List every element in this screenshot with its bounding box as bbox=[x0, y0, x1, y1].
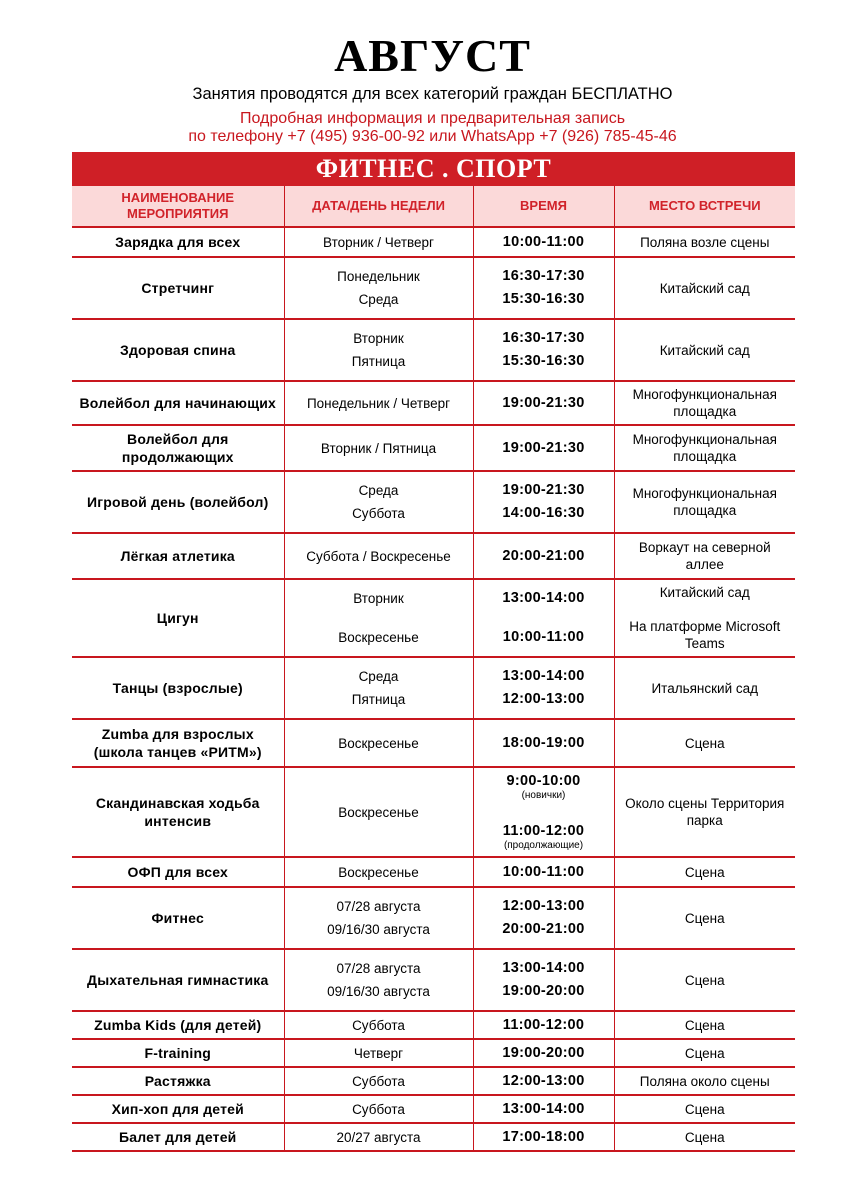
time-value: 19:00-20:00 bbox=[502, 983, 585, 999]
time-slot bbox=[478, 921, 610, 938]
meeting-place: Сцена bbox=[614, 949, 795, 1011]
time-value: 19:00-21:30 bbox=[502, 482, 585, 498]
place-value: Китайский сад bbox=[659, 585, 750, 600]
table-row bbox=[72, 857, 795, 887]
time-slot bbox=[478, 353, 610, 370]
meeting-place: Поляна возле сцены bbox=[614, 227, 795, 257]
place-value: На платформе Microsoft Teams bbox=[629, 619, 781, 651]
activity-days bbox=[284, 471, 473, 533]
time-slot bbox=[478, 330, 610, 347]
table-row bbox=[72, 657, 795, 719]
activity-time: 10:00-11:00 bbox=[473, 227, 614, 257]
activity-days: Суббота bbox=[284, 1067, 473, 1095]
activity-name: Зарядка для всех bbox=[72, 227, 284, 257]
table-row bbox=[72, 949, 795, 1011]
table-row bbox=[72, 1123, 795, 1151]
time-value: 12:00-13:00 bbox=[502, 691, 585, 707]
table-row bbox=[72, 319, 795, 381]
time-slot bbox=[478, 960, 610, 977]
activity-name: Zumba Kids (для детей) bbox=[72, 1011, 284, 1039]
meeting-place: Китайский сад bbox=[614, 319, 795, 381]
meeting-place: Около сцены Территория парка bbox=[614, 767, 795, 857]
schedule-table bbox=[72, 186, 795, 1152]
time-value: 11:00-12:00 bbox=[502, 823, 585, 839]
activity-time: 10:00-11:00 bbox=[473, 857, 614, 887]
table-row bbox=[72, 767, 795, 857]
page-title: АВГУСТ bbox=[334, 30, 531, 81]
activity-name: Хип-хоп для детей bbox=[72, 1095, 284, 1123]
header-time: ВРЕМЯ bbox=[473, 186, 614, 227]
table-row bbox=[72, 425, 795, 471]
day-value: Вторник bbox=[353, 331, 404, 346]
table-row bbox=[72, 533, 795, 579]
meeting-place: Многофункциональная площадка bbox=[614, 471, 795, 533]
table-row bbox=[72, 257, 795, 319]
table-row bbox=[72, 1011, 795, 1039]
contact-info-phones: по телефону +7 (495) 936-00-92 или WhatsApp +7 (926) 785-45-46 bbox=[188, 128, 677, 145]
day-value: 07/28 августа bbox=[336, 961, 421, 976]
activity-name: Игровой день (волейбол) bbox=[72, 471, 284, 533]
activity-days bbox=[284, 257, 473, 319]
meeting-place: Сцена bbox=[614, 1011, 795, 1039]
activity-time: 19:00-21:30 bbox=[473, 425, 614, 471]
activity-name: Фитнес bbox=[72, 887, 284, 949]
day-value: Среда bbox=[358, 483, 399, 498]
activity-days bbox=[284, 949, 473, 1011]
day-value: Суббота bbox=[352, 506, 405, 521]
contact-info-line: Подробная информация и предварительная запись bbox=[239, 110, 626, 127]
activity-days: Вторник / Четверг bbox=[284, 227, 473, 257]
meeting-place: Китайский сад bbox=[614, 257, 795, 319]
activity-days: Воскресенье bbox=[284, 857, 473, 887]
meeting-place: Сцена bbox=[614, 1095, 795, 1123]
header-place: МЕСТО ВСТРЕЧИ bbox=[614, 186, 795, 227]
time-slot bbox=[478, 668, 610, 685]
time-value: 16:30-17:30 bbox=[502, 268, 585, 284]
meeting-place: Сцена bbox=[614, 1123, 795, 1151]
header-date: ДАТА/ДЕНЬ НЕДЕЛИ bbox=[284, 186, 473, 227]
table-row bbox=[72, 887, 795, 949]
table-row bbox=[72, 579, 795, 657]
meeting-place: Многофункциональная площадка bbox=[614, 425, 795, 471]
time-value: 15:30-16:30 bbox=[502, 291, 585, 307]
meeting-place: Поляна около сцены bbox=[614, 1067, 795, 1095]
time-slot bbox=[478, 823, 610, 851]
activity-name: Лёгкая атлетика bbox=[72, 533, 284, 579]
activity-time bbox=[473, 579, 614, 657]
activity-time bbox=[473, 257, 614, 319]
activity-name: Скандинавская ходьба интенсив bbox=[72, 767, 284, 857]
table-header-row bbox=[72, 186, 795, 227]
time-value: 14:00-16:30 bbox=[502, 505, 585, 521]
table-row bbox=[72, 1039, 795, 1067]
meeting-place: Сцена bbox=[614, 719, 795, 767]
activity-name: Стретчинг bbox=[72, 257, 284, 319]
activity-days bbox=[284, 657, 473, 719]
day-value: Воскресенье bbox=[338, 630, 419, 645]
time-value: 13:00-14:00 bbox=[502, 960, 585, 976]
activity-days: Суббота bbox=[284, 1011, 473, 1039]
time-value: 10:00-11:00 bbox=[502, 629, 585, 645]
time-slot bbox=[478, 291, 610, 308]
time-value: 9:00-10:00 bbox=[506, 773, 581, 789]
activity-name: Здоровая спина bbox=[72, 319, 284, 381]
table-row bbox=[72, 1095, 795, 1123]
meeting-place: Сцена bbox=[614, 1039, 795, 1067]
day-value: Среда bbox=[358, 669, 399, 684]
activity-time: 20:00-21:00 bbox=[473, 533, 614, 579]
table-row bbox=[72, 471, 795, 533]
day-value: Понедельник bbox=[337, 269, 420, 284]
activity-name: F-training bbox=[72, 1039, 284, 1067]
time-slot bbox=[478, 268, 610, 285]
day-value: Пятница bbox=[351, 692, 406, 707]
time-slot bbox=[478, 590, 610, 607]
time-note: (новички) bbox=[521, 790, 566, 801]
activity-days bbox=[284, 319, 473, 381]
table-row bbox=[72, 1067, 795, 1095]
day-value: 09/16/30 августа bbox=[327, 984, 430, 999]
activity-name: Zumba для взрослых (школа танцев «РИТМ») bbox=[72, 719, 284, 767]
free-classes-note: Занятия проводятся для всех категорий граждан БЕСПЛАТНО bbox=[192, 85, 673, 103]
activity-name: Балет для детей bbox=[72, 1123, 284, 1151]
meeting-place bbox=[614, 579, 795, 657]
activity-time: 17:00-18:00 bbox=[473, 1123, 614, 1151]
day-value: 07/28 августа bbox=[336, 899, 421, 914]
time-slot bbox=[478, 691, 610, 708]
day-value: Пятница bbox=[351, 354, 406, 369]
time-slot bbox=[478, 898, 610, 915]
time-slot bbox=[478, 482, 610, 499]
time-value: 20:00-21:00 bbox=[502, 921, 585, 937]
activity-name: Цигун bbox=[72, 579, 284, 657]
activity-name: Волейбол для начинающих bbox=[72, 381, 284, 425]
time-note: (продолжающие) bbox=[503, 840, 584, 851]
day-value: 09/16/30 августа bbox=[327, 922, 430, 937]
activity-time bbox=[473, 471, 614, 533]
contact-info bbox=[0, 110, 865, 146]
day-value: Среда bbox=[358, 292, 399, 307]
time-slot bbox=[478, 505, 610, 522]
activity-time bbox=[473, 949, 614, 1011]
table-row bbox=[72, 719, 795, 767]
time-slot bbox=[478, 773, 610, 801]
day-value: Вторник bbox=[353, 591, 404, 606]
schedule-body bbox=[72, 227, 795, 1151]
activity-days bbox=[284, 579, 473, 657]
activity-days: Воскресенье bbox=[284, 719, 473, 767]
header-name: НАИМЕНОВАНИЕ МЕРОПРИЯТИЯ bbox=[72, 186, 284, 227]
activity-time: 13:00-14:00 bbox=[473, 1095, 614, 1123]
activity-name: Волейбол для продолжающих bbox=[72, 425, 284, 471]
activity-time bbox=[473, 767, 614, 857]
activity-time bbox=[473, 657, 614, 719]
activity-time: 18:00-19:00 bbox=[473, 719, 614, 767]
activity-days: 20/27 августа bbox=[284, 1123, 473, 1151]
activity-time bbox=[473, 319, 614, 381]
time-value: 15:30-16:30 bbox=[502, 353, 585, 369]
table-row bbox=[72, 227, 795, 257]
activity-time: 11:00-12:00 bbox=[473, 1011, 614, 1039]
time-slot bbox=[478, 629, 610, 646]
meeting-place: Сцена bbox=[614, 887, 795, 949]
meeting-place: Итальянский сад bbox=[614, 657, 795, 719]
activity-days: Воскресенье bbox=[284, 767, 473, 857]
activity-days: Суббота bbox=[284, 1095, 473, 1123]
time-value: 16:30-17:30 bbox=[502, 330, 585, 346]
activity-name: Танцы (взрослые) bbox=[72, 657, 284, 719]
activity-time bbox=[473, 887, 614, 949]
section-banner: ФИТНЕС . СПОРТ bbox=[72, 152, 795, 186]
activity-time: 19:00-21:30 bbox=[473, 381, 614, 425]
meeting-place: Воркаут на северной аллее bbox=[614, 533, 795, 579]
time-value: 13:00-14:00 bbox=[502, 668, 585, 684]
time-value: 12:00-13:00 bbox=[502, 898, 585, 914]
activity-days bbox=[284, 887, 473, 949]
activity-time: 19:00-20:00 bbox=[473, 1039, 614, 1067]
activity-name: ОФП для всех bbox=[72, 857, 284, 887]
time-value: 13:00-14:00 bbox=[502, 590, 585, 606]
activity-time: 12:00-13:00 bbox=[473, 1067, 614, 1095]
activity-days: Понедельник / Четверг bbox=[284, 381, 473, 425]
activity-name: Растяжка bbox=[72, 1067, 284, 1095]
activity-days: Вторник / Пятница bbox=[284, 425, 473, 471]
activity-days: Четверг bbox=[284, 1039, 473, 1067]
time-slot bbox=[478, 983, 610, 1000]
activity-name: Дыхательная гимнастика bbox=[72, 949, 284, 1011]
meeting-place: Многофункциональная площадка bbox=[614, 381, 795, 425]
meeting-place: Сцена bbox=[614, 857, 795, 887]
activity-days: Суббота / Воскресенье bbox=[284, 533, 473, 579]
table-row bbox=[72, 381, 795, 425]
